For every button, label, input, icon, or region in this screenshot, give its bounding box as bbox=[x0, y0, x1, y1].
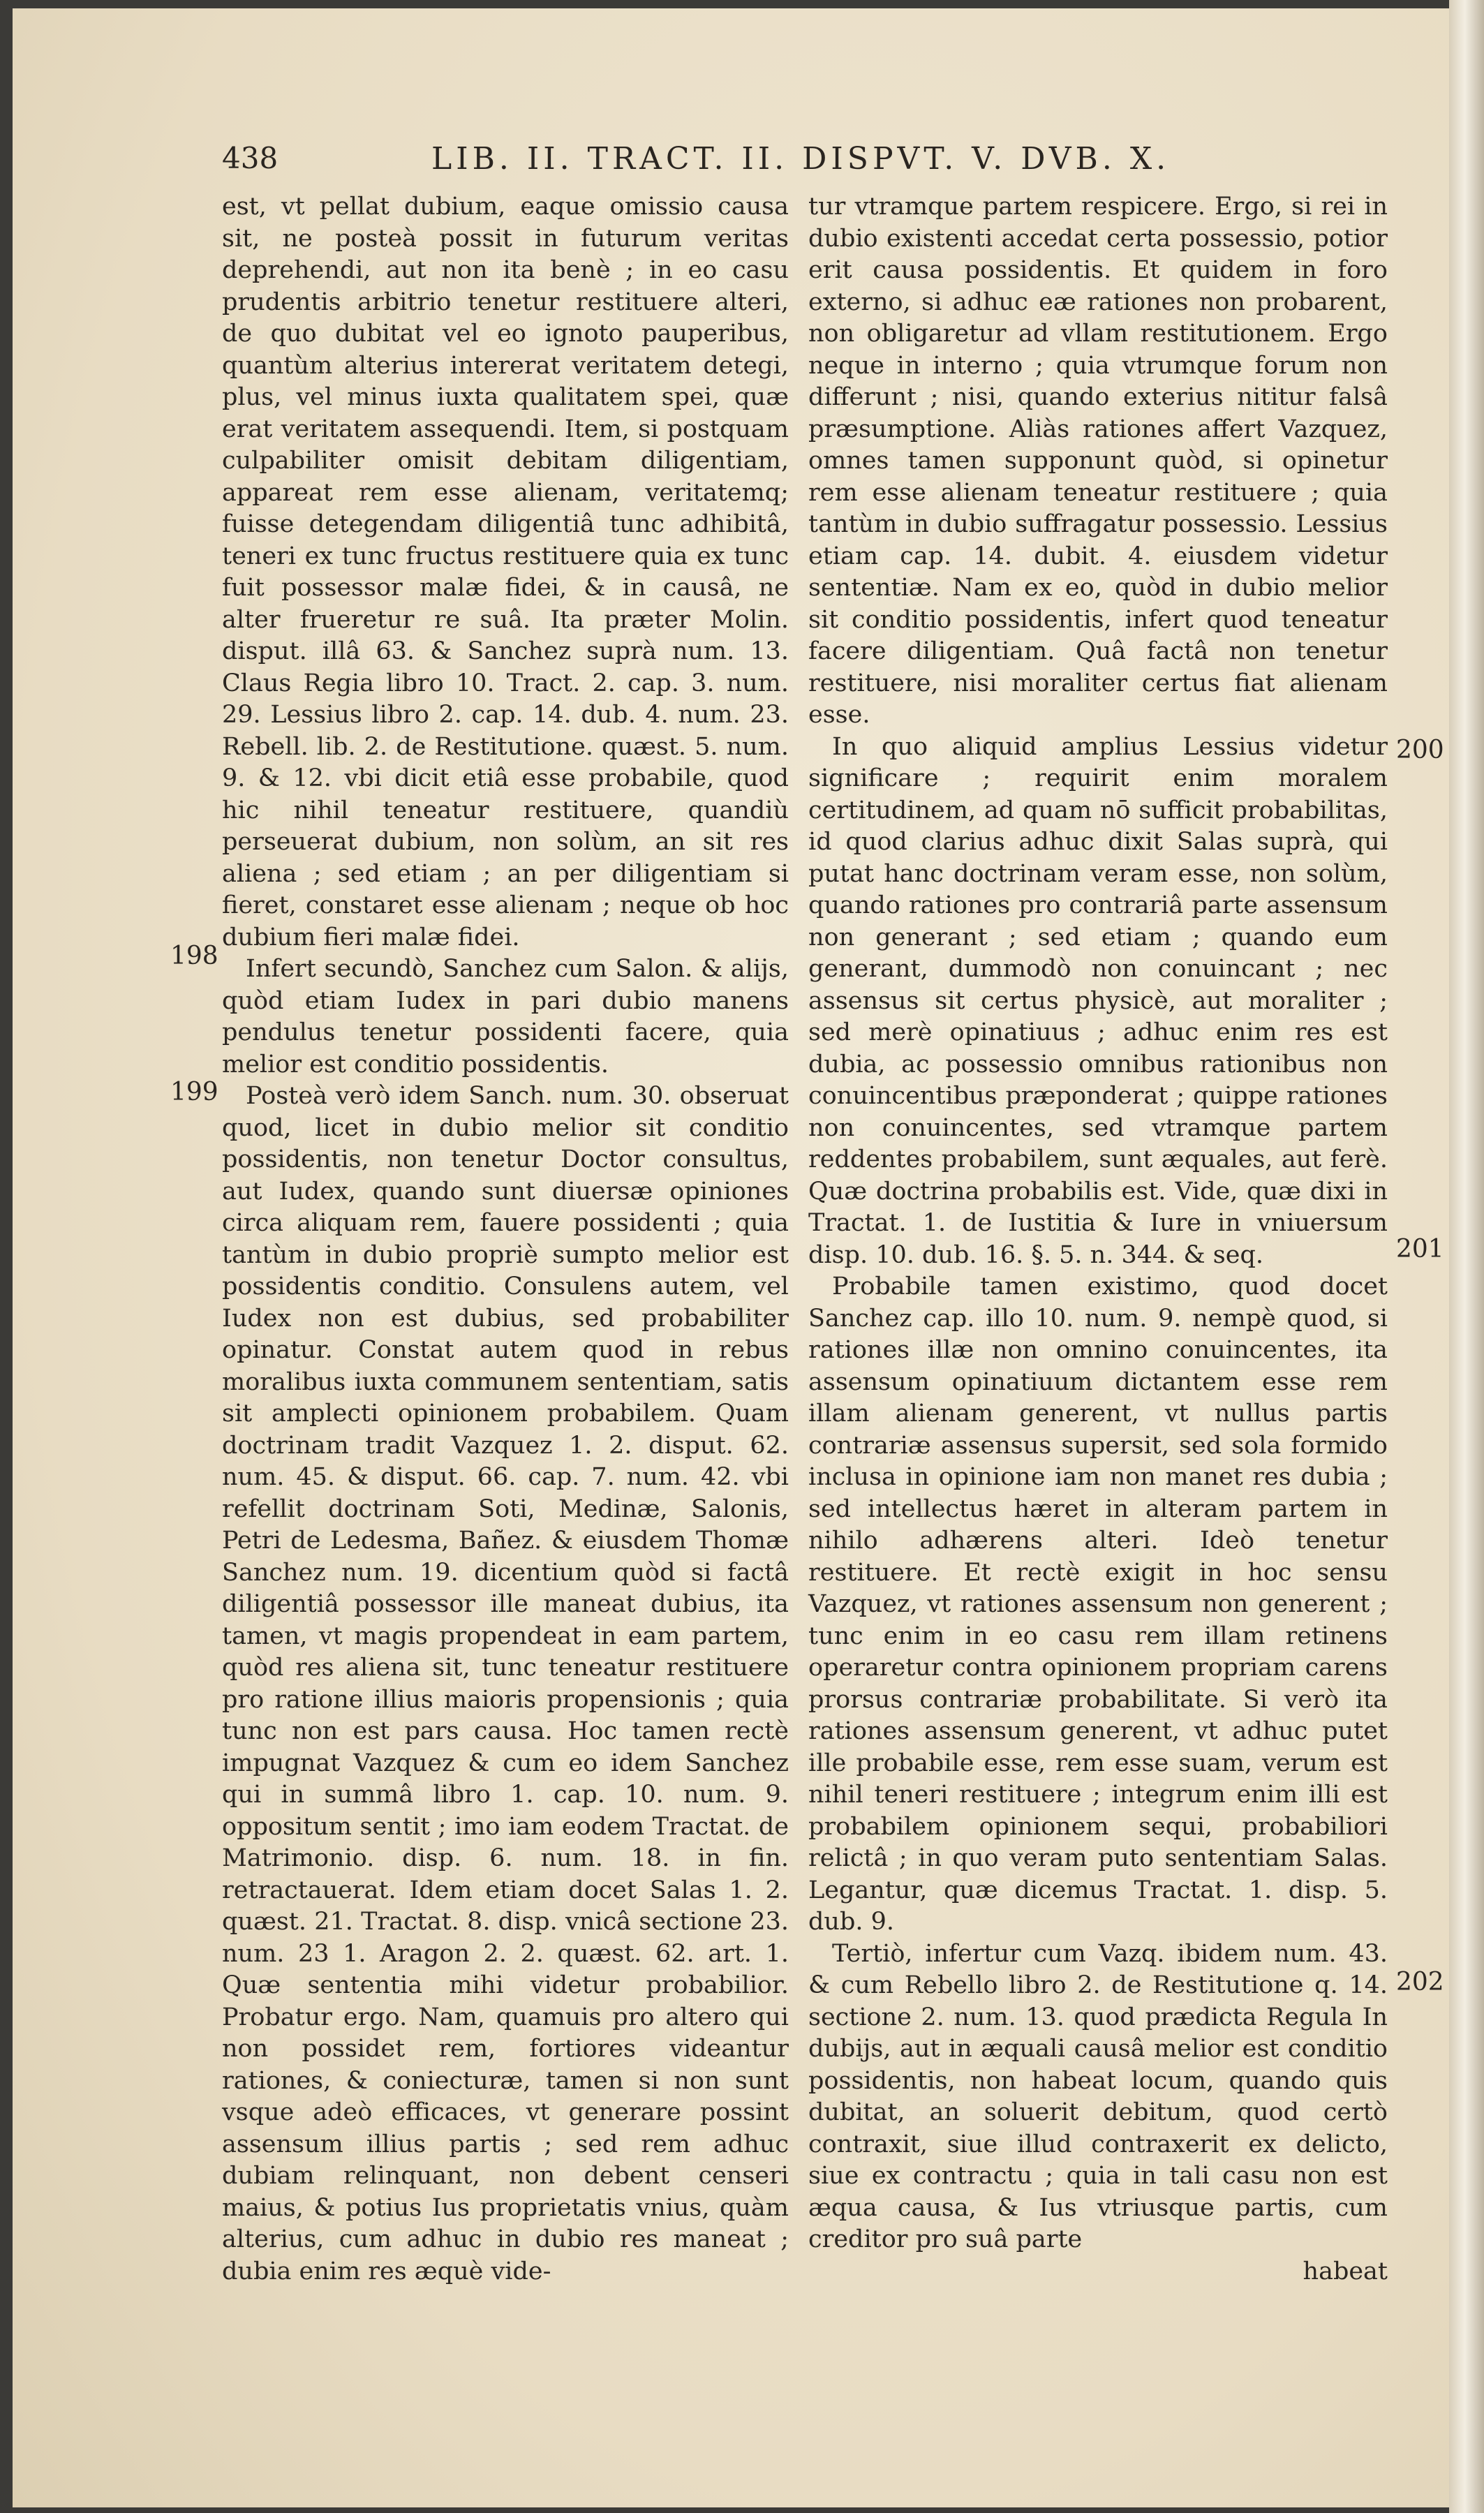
marginal-number-201: 201 bbox=[1396, 1235, 1444, 1263]
left-paragraph-3: Posteà verò idem Sanch. num. 30. obseruat quod, licet in dubio melior sit conditio possidentis, non tenetur Doctor consultus, aut Iudex, quando sunt diuersæ opiniones circa aliquam rem, fauere possidenti ; quia tantùm in dubio propriè sumpto melior est possidentis conditio. Consulens autem, vel Iudex non est dubius, sed probabiliter opinatur. Constat autem quod in rebus moralibus iuxta communem sententiam, satis sit amplecti opinionem probabilem. Quam doctrinam tradit Vazquez 1. 2. disput. 62. num. 45. & disput. 66. cap. 7. num. 42. vbi refellit doctrinam Soti, Medinæ, Salonis, Petri de Ledesma, Bañez. & eiusdem Thomæ Sanchez num. 19. dicentium quòd si factâ diligentiâ possessor ille maneat dubius, ita tamen, vt magis propendeat in eam partem, quòd res aliena sit, tunc teneatur restituere pro ratione illius maioris propensionis ; quia tunc non est pars causa. Hoc tamen rectè impugnat Vazquez & cum eo idem Sanchez qui in summâ libro 1. cap. 10. num. 9. oppositum sentit ; imo iam eodem Tractat. de Matrimonio. disp. 6. num. 18. in fin. retractauerat. Idem etiam docet Salas 1. 2. quæst. 21. Tractat. 8. disp. vnicâ sectione 23. num. 23 1. Aragon 2. 2. quæst. 62. art. 1. Quæ sententia mihi videtur probabilior. Probatur ergo. Nam, quamuis pro altero qui non possidet rem, fortiores videantur rationes, & coniecturæ, tamen si non sunt vsque adeò efficaces, vt generare possint assensum illius partis ; sed rem adhuc dubiam relinquant, non debent censeri maius, & potius Ius proprietatis vnius, quàm alterius, cum adhuc in dubio res maneat ; dubia enim res æquè vide- bbox=[222, 1082, 789, 2285]
left-paragraph-1: est, vt pellat dubium, eaque omissio causa sit, ne posteà possit in futurum veritas deprehendi, aut non ita benè ; in eo casu prudentis arbitrio tenetur restituere alteri, de quo dubitat vel eo ignoto pauperibus, quantùm alterius intererat veritatem detegi, plus, vel minus iuxta qualitatem spei, quæ erat veritatem assequendi. Item, si postquam culpabiliter omisit debitam diligentiam, appareat rem esse alienam, veritatemq; fuisse detegendam diligentiâ tunc adhibitâ, teneri ex tunc fructus restituere quia ex tunc fuit possessor malæ fidei, & in causâ, ne alter frueretur re suâ. Ita præter Molin. disput. illâ 63. & Sanchez suprà num. 13. Claus Regia libro 10. Tract. 2. cap. 3. num. 29. Lessius libro 2. cap. 14. dub. 4. num. 23. Rebell. lib. 2. de Restitutione. quæst. 5. num. 9. & 12. vbi dicit etiâ esse probabile, quod hic nihil teneatur restituere, quandiù perseuerat dubium, non solùm, an sit res aliena ; sed etiam ; an per diligentiam si fieret, constaret esse alienam ; neque ob hoc dubium fieri malæ fidei. bbox=[222, 193, 789, 951]
marginal-number-199: 199 bbox=[170, 1078, 218, 1106]
page-number: 438 bbox=[222, 141, 279, 175]
catchword: habeat bbox=[1303, 2257, 1388, 2285]
marginal-number-200: 200 bbox=[1396, 736, 1444, 764]
right-paragraph-4: Tertiò, infertur cum Vazq. ibidem num. 43. & cum Rebello libro 2. de Restitutione q. 14. sectione 2. num. 13. quod prædicta Regula In dubijs, aut in æquali causâ melior est conditio possidentis, non habeat locum, quando quis dubitat, an soluerit debitum, quod certò contraxit, siue illud contraxerit ex delicto, siue ex contractu ; quia in tali casu non est æqua causa, & Ius vtriusque partis, cum creditor pro suâ parte bbox=[808, 1939, 1388, 2253]
right-paragraph-3: Probabile tamen existimo, quod docet Sanchez cap. illo 10. num. 9. nempè quod, si rationes illæ non omnino conuincentes, ita assensum opinatiuum dictantem esse rem illam alienam generent, vt nullus partis contrariæ assensus supersit, sed sola formido inclusa in opinione iam non manet res dubia ; sed intellectus hæret in alteram partem in nihilo adhærens alteri. Ideò tenetur restituere. Et rectè exigit in hoc sensu Vazquez, vt rationes assensum non generent ; tunc enim in eo casu rem illam retinens operaretur contra opinionem propriam carens prorsus contrariæ probabilitate. Si verò ita rationes assensum generent, vt adhuc putet ille probabile esse, rem esse suam, verum est nihil teneri restituere ; integrum enim illi est probabilem opinionem sequi, probabiliori relictâ ; in quo veram puto sententiam Salas. Legantur, quæ dicemus Tractat. 1. disp. 5. dub. 9. bbox=[808, 1273, 1388, 1936]
marginal-number-198: 198 bbox=[170, 942, 218, 970]
marginal-number-202: 202 bbox=[1396, 1968, 1444, 1996]
right-column bbox=[808, 191, 1388, 2288]
right-paragraph-1: tur vtramque partem respicere. Ergo, si rei in dubio existenti accedat certa possessio, potior erit causa possidentis. Et quidem in foro externo, si adhuc eæ rationes non probarent, non obligaretur ad vllam restitutionem. Ergo neque in interno ; quia vtrumque forum non differunt ; nisi, quando exterius nititur falsâ præsumptione. Aliàs rationes affert Vazquez, omnes tamen supponunt quòd, si opinetur rem esse alienam teneatur restituere ; quia tantùm in dubio suffragatur possessio. Lessius etiam cap. 14. dubit. 4. eiusdem videtur sententiæ. Nam ex eo, quòd in dubio melior sit conditio possidentis, infert quod teneatur facere diligentiam. Quâ factâ non tenetur restituere, nisi moraliter certus fiat alienam esse. bbox=[808, 193, 1388, 729]
right-paragraph-2: In quo aliquid amplius Lessius videtur significare ; requirit enim moralem certitudinem, ad quam nō sufficit probabilitas, id quod clarius adhuc dixit Salas suprà, qui putat hanc doctrinam veram esse, non solùm, quando rationes pro contrariâ parte assensum non generant ; sed etiam ; quando eum generant, dummodò non conuincant ; nec assensus sit certus physicè, aut moraliter ; sed merè opinatiuus ; adhuc enim res est dubia, ac possessio omnibus rationibus non conuincentibus præponderat ; quippe rationes non conuincentes, sed vtramque partem reddentes probabilem, sunt æquales, aut ferè. Quæ doctrina probabilis est. Vide, quæ dixi in Tractat. 1. de Iustitia & Iure in vniuersum disp. 10. dub. 16. §. 5. n. 344. & seq. bbox=[808, 732, 1388, 1269]
book-page bbox=[13, 8, 1449, 2507]
left-paragraph-2: Infert secundò, Sanchez cum Salon. & alijs, quòd etiam Iudex in pari dubio manens pendulus tenetur possidenti facere, quia melior est conditio possidentis. bbox=[222, 955, 789, 1078]
binding-edge bbox=[1449, 0, 1484, 2513]
left-column bbox=[222, 191, 789, 2288]
running-title: LIB. II. TRACT. II. DISPVT. V. DVB. X. bbox=[431, 141, 1171, 177]
